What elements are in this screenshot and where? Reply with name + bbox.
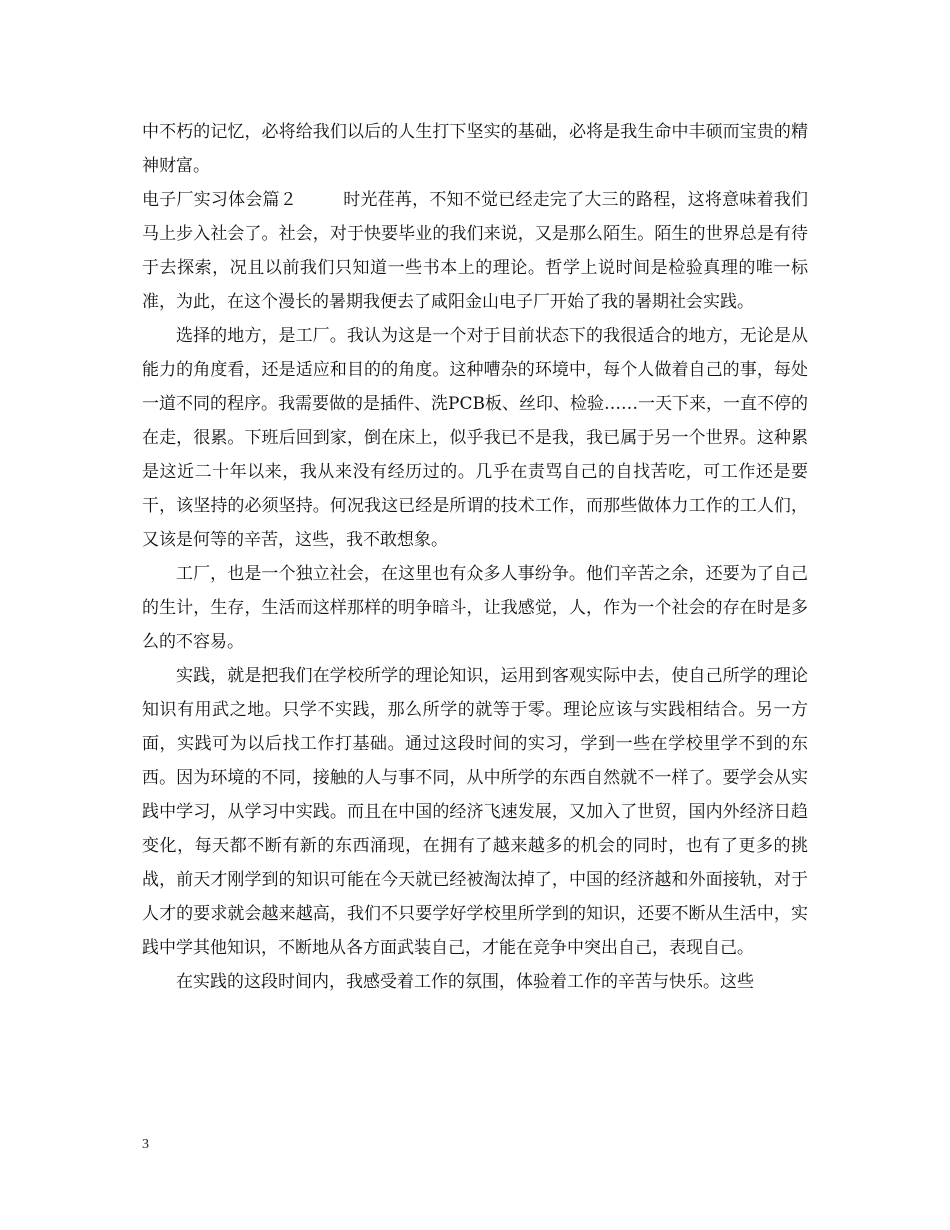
- page-number: 3: [142, 1137, 149, 1152]
- paragraph-section-start: [142, 183, 808, 319]
- document-body: [142, 115, 808, 999]
- paragraph: 工厂，也是一个独立社会，在这里也有众多人事纷争。他们辛苦之余，还要为了自己的生计，生存，生活而这样那样的明争暗斗，让我感觉，人，作为一个社会的存在时是多么的不容易。: [142, 564, 808, 652]
- section-heading: 电子厂实习体会篇２: [142, 190, 297, 210]
- paragraph-continuation: 中不朽的记忆，必将给我们以后的人生打下坚实的基础，必将是我生命中丰硕而宝贵的精神财富。: [142, 122, 808, 176]
- section-intro-text: 时光荏苒，不知不觉已经走完了大三的路程，这将意味着我们马上步入社会了。社会，对于快要毕业的我们来说，又是那么陌生。陌生的世界总是有待于去探索，况且以前我们只知道一些书本上的理论。哲学上说时间是检验真理的唯一标准，为此，在这个漫长的暑期我便去了咸阳金山电子厂开始了我的暑期社会实践。: [142, 190, 808, 312]
- paragraph: 实践，就是把我们在学校所学的理论知识，运用到客观实际中去，使自己所学的理论知识有用武之地。只学不实践，那么所学的就等于零。理论应该与实践相结合。另一方面，实践可为以后找工作打基础。通过这段时间的实习，学到一些在学校里学不到的东西。因为环境的不同，接触的人与事不同，从中所学的东西自然就不一样了。要学会从实践中学习，从学习中实践。而且在中国的经济飞速发展，又加入了世贸，国内外经济日趋变化，每天都不断有新的东西涌现，在拥有了越来越多的机会的同时，也有了更多的挑战，前天才刚学到的知识可能在今天就已经被淘汰掉了，中国的经济越和外面接轨，对于人才的要求就会越来越高，我们不只要学好学校里所学到的知识，还要不断从生活中，实践中学其他知识，不断地从各方面武装自己，才能在竞争中突出自己，表现自己。: [142, 666, 808, 958]
- paragraph: 选择的地方，是工厂。我认为这是一个对于目前状态下的我很适合的地方，无论是从能力的角度看，还是适应和目的的角度。这种嘈杂的环境中，每个人做着自己的事，每处一道不同的程序。我需要做的是插件、洗PCB板、丝印、检验……一天下来，一直不停的在走，很累。下班后回到家，倒在床上，似乎我已不是我，我已属于另一个世界。这种累是这近二十年以来，我从来没有经历过的。几乎在责骂自己的自找苦吃，可工作还是要干，该坚持的必须坚持。何况我这已经是所谓的技术工作，而那些做体力工作的工人们，又该是何等的辛苦，这些，我不敢想象。: [142, 326, 808, 550]
- paragraph: 在实践的这段时间内，我感受着工作的氛围，体验着工作的辛苦与快乐。这些: [176, 972, 754, 992]
